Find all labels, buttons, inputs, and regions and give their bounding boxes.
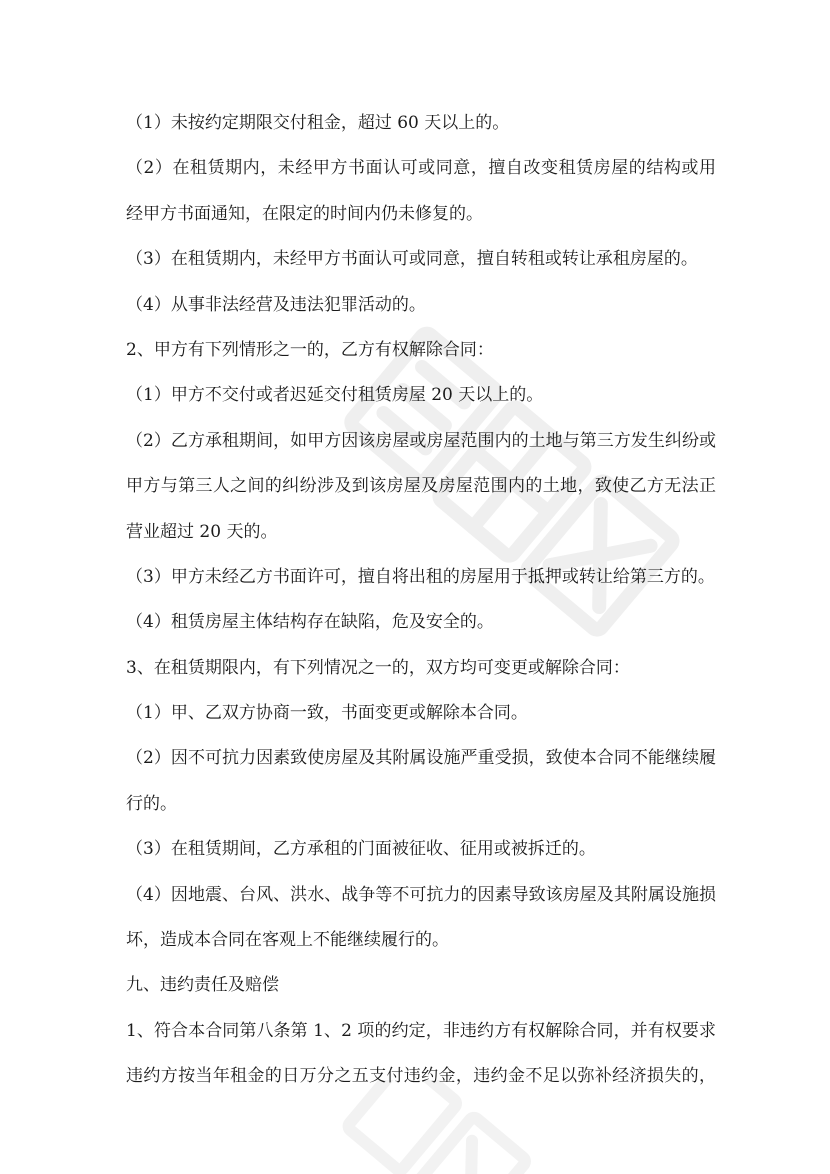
text-line: 违约方按当年租金的日万分之五支付违约金，违约金不足以弥补经济损失的，	[126, 1066, 716, 1087]
text-line: 经甲方书面通知，在限定的时间内仍未修复的。	[126, 203, 483, 224]
text-line: （3）在租赁期内，未经甲方书面认可或同意，擅自转租或转让承租房屋的。	[126, 249, 698, 270]
text-line: 2、甲方有下列情形之一的，乙方有权解除合同：	[126, 339, 494, 360]
text-line: 3、在租赁期限内，有下列情况之一的，双方均可变更或解除合同：	[126, 657, 630, 678]
text-line: 坏，造成本合同在客观上不能继续履行的。	[126, 930, 449, 951]
text-line: （1）未按约定期限交付租金，超过 60 天以上的。	[126, 113, 510, 133]
text-line: 营业超过 20 天的。	[126, 521, 278, 542]
section-heading: 九、违约责任及赔偿	[126, 975, 279, 996]
text-line: （2）在租赁期内，未经甲方书面认可或同意，擅自改变租赁房屋的结构或用	[126, 158, 716, 179]
text-line: （3）甲方未经乙方书面许可，擅自将出租的房屋用于抵押或转让给第三方的。	[126, 566, 715, 587]
text-line: （4）因地震、台风、洪水、战争等不可抗力的因素导致该房屋及其附属设施损	[126, 884, 716, 905]
text-line: 行的。	[126, 793, 177, 814]
text-line: （2）乙方承租期间，如甲方因该房屋或房屋范围内的土地与第三方发生纠纷或	[126, 430, 716, 451]
text-line: 1、符合本合同第八条第 1、2 项的约定，非违约方有权解除合同，并有权要求	[126, 1020, 716, 1041]
text-line: （4）租赁房屋主体结构存在缺陷，危及安全的。	[126, 612, 494, 633]
text-line: （1）甲、乙双方协商一致，书面变更或解除本合同。	[126, 703, 528, 724]
text-line: （3）在租赁期间，乙方承租的门面被征收、征用或被拆迁的。	[126, 839, 596, 860]
text-line: （1）甲方不交付或者迟延交付租赁房屋 20 天以上的。	[126, 385, 544, 406]
text-line: （2）因不可抗力因素致使房屋及其附属设施严重受损，致使本合同不能继续履	[126, 748, 716, 769]
text-line: 甲方与第三人之间的纠纷涉及到该房屋及房屋范围内的土地，致使乙方无法正	[126, 476, 716, 497]
text-line: （4）从事非法经营及违法犯罪活动的。	[126, 294, 426, 315]
document-body	[126, 104, 716, 1103]
